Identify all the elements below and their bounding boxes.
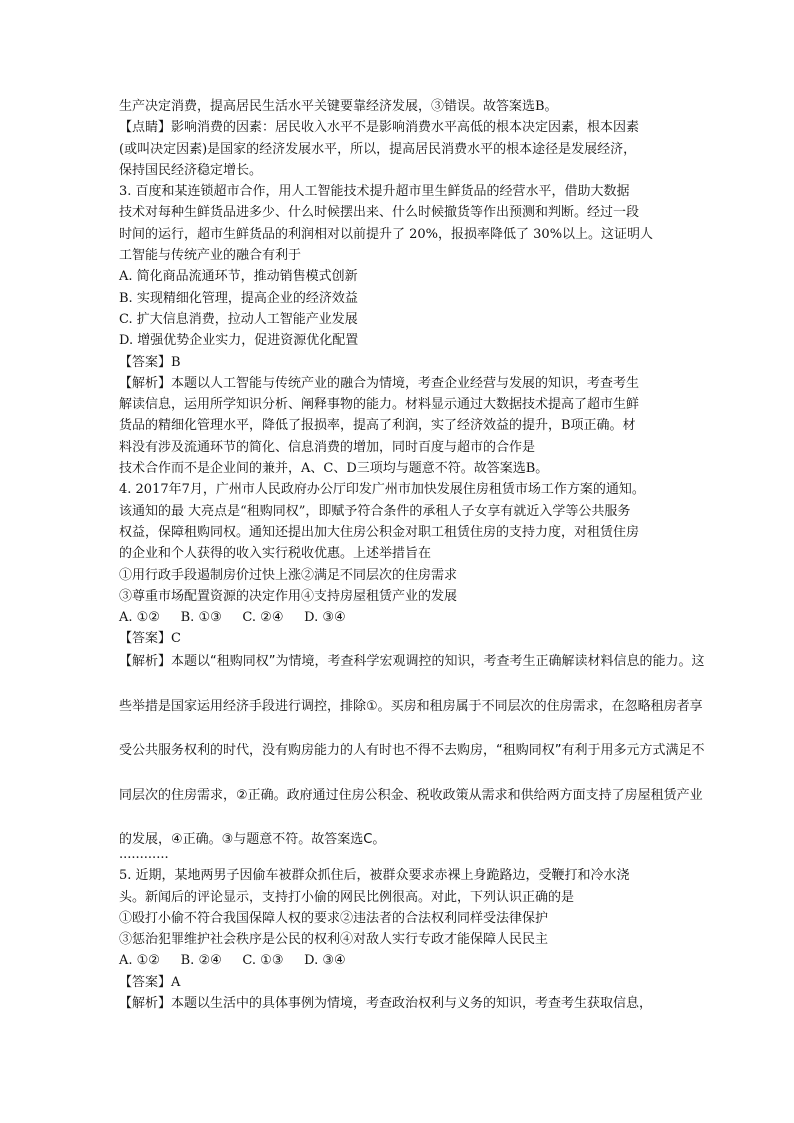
answer-label: 【答案】B [119, 354, 181, 370]
question-4-stem: 4. 2017年7月，广州市人民政府办公厅印发广州市加快发展住房租赁市场工作方案的通知。 [119, 482, 645, 498]
text-line: 的企业和个人获得的收入实行税收优惠。上述举措旨在 [119, 546, 432, 562]
text-line: 技术对每种生鲜货品进多少、什么时候摆出来、什么时候撤货等作出预测和判断。经过一段 [119, 205, 640, 221]
analysis-line: 料没有涉及流通环节的简化、信息消费的增加，同时百度与超市的合作是 [119, 439, 536, 455]
analysis-line: 技术合作而不是企业间的兼并，A、C、D三项均与题意不符。故答案选B。 [119, 461, 549, 477]
option-d: D. 增强优势企业实力，促进资源优化配置 [119, 333, 359, 349]
options-line: A. ①② B. ①③ C. ②④ D. ③④ [119, 610, 346, 626]
question-5-stem: 5. 近期，某地两男子因偷车被群众抓住后，被群众要求赤裸上身跪路边，受鞭打和冷水浇 [119, 868, 630, 884]
text-line: 权益，保障租购同权。通知还提出加大住房公积金对职工租赁住房的支持力度，对租赁住房 [119, 524, 640, 540]
answer-label: 【答案】C [119, 631, 181, 647]
text-line: 【点睛】影响消费的因素：居民收入水平不是影响消费水平高低的根本决定因素，根本因素 [119, 120, 640, 136]
analysis-line: 【解析】本题以人工智能与传统产业的融合为情境，考查企业经营与发展的知识，考查考生 [119, 375, 640, 391]
analysis-line: 【解析】本题以“租购同权”为情境，考查科学宏观调控的知识，考查考生正确解读材料信息的能力。这 [119, 654, 705, 669]
analysis-line: 同层次的住房需求，②正确。政府通过住房公积金、税收政策从需求和供给两方面支持了房屋租赁产业 [119, 787, 703, 803]
document-block-1 [119, 96, 679, 650]
text-line: 保持国民经济稳定增长。 [119, 162, 263, 178]
statement-line: ③惩治犯罪维护社会秩序是公民的权利④对敌人实行专政才能保障人民民主 [119, 932, 549, 948]
answer-label: 【答案】A [119, 974, 181, 990]
analysis-line: 受公共服务权利的时代，没有购房能力的人有时也不得不去购房，“租购同权”有利于用多元方式满足不 [119, 743, 705, 758]
options-line: A. ①② B. ②④ C. ①③ D. ③④ [119, 953, 346, 969]
analysis-line: 解读信息，运用所学知识分析、阐释事物的能力。材料显示通过大数据技术提高了超市生鲜 [119, 397, 640, 413]
option-a: A. 简化商品流通环节，推动销售模式创新 [119, 269, 358, 285]
text-line: 该通知的最 大亮点是“租购同权”，即赋予符合条件的承租人子女享有就近入学等公共服务 [119, 503, 631, 519]
analysis-line: 货品的精细化管理水平，降低了报损率，提高了利润，实了经济效益的提升，B项正确。材 [119, 418, 636, 434]
analysis-line: 的发展，④正确。③与题意不符。故答案选C。 [119, 832, 386, 847]
text-line: 头。新闻后的评论显示，支持打小偷的网民比例很高。对此，下列认识正确的是 [119, 889, 575, 905]
ellipsis-line: ............ [119, 847, 169, 862]
statement-line: ①用行政手段遏制房价过快上涨②满足不同层次的住房需求 [119, 567, 458, 583]
statement-line: ③尊重市场配置资源的决定作用④支持房屋租赁产业的发展 [119, 588, 458, 604]
question-3-stem: 3. 百度和某连锁超市合作，用人工智能技术提升超市里生鲜货品的经营水平，借助大数据 [119, 184, 630, 200]
text-line: (或叫决定因素)是国家的经济发展水平，所以，提高居民消费水平的根本途径是发展经济， [119, 141, 637, 157]
document-block-2 [119, 640, 779, 863]
analysis-line: 些举措是国家运用经济手段进行调控，排除①。买房和租房属于不同层次的住房需求，在忽略租房者享 [119, 698, 703, 714]
option-c: C. 扩大信息消费，拉动人工智能产业发展 [119, 311, 358, 327]
option-b: B. 实现精细化管理，提高企业的经济效益 [119, 290, 358, 306]
document-block-3 [119, 844, 679, 1014]
text-line: 工智能与传统产业的融合有利于 [119, 248, 302, 264]
analysis-line: 【解析】本题以生活中的具体事例为情境，考查政治权利与义务的知识，考查考生获取信息， [119, 996, 653, 1012]
statement-line: ①殴打小偷不符合我国保障人权的要求②违法者的合法权利同样受法律保护 [119, 910, 549, 926]
text-line: 生产决定消费，提高居民生活水平关键要靠经济发展，③错误。故答案选B。 [119, 99, 558, 114]
text-line: 时间的运行，超市生鲜货品的利润相对以前提升了 20%，报损率降低了 30%以上。这证明人 [119, 226, 654, 242]
